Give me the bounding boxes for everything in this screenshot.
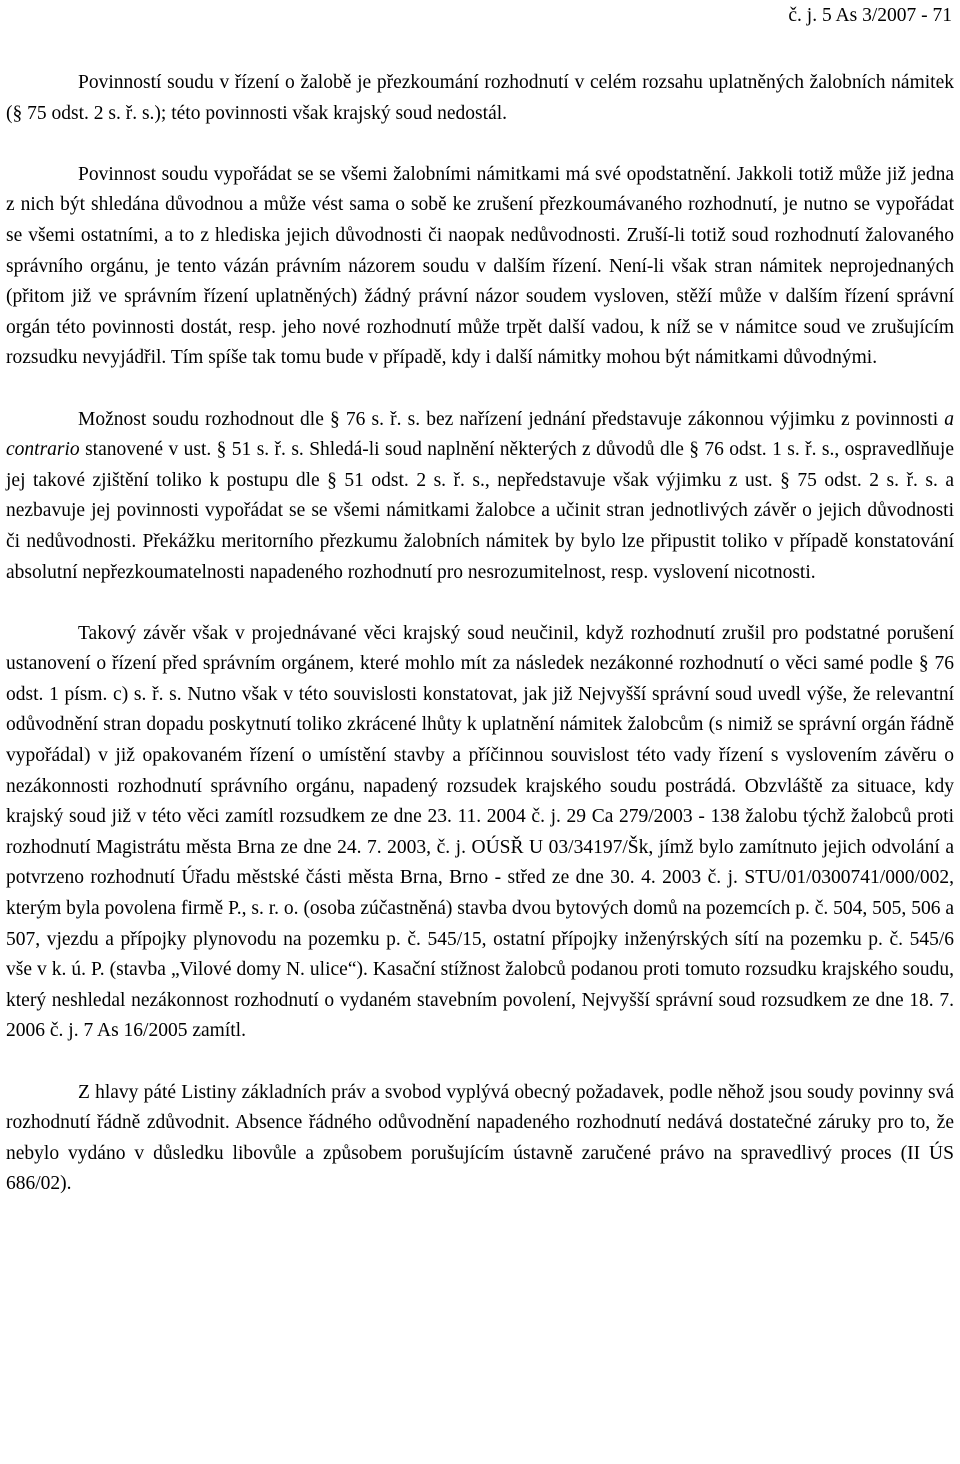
document-body bbox=[6, 68, 954, 1200]
paragraph-charter-requirement: Z hlavy páté Listiny základních práv a svobod vyplývá obecný požadavek, podle něhož jsou soudy povinny svá rozhodnutí řádně zdůvodnit. Absence řádného odůvodnění napadeného rozhodnutí nedává dostatečné záruky pro to, že nebylo vydáno v důsledku libovůle a způsobem porušujícím ústavně zaručené právo na spravedlivý proces (II ÚS 686/02). bbox=[6, 1081, 954, 1195]
case-number-header: č. j. 5 As 3/2007 - 71 bbox=[788, 5, 952, 26]
paragraph-decision-without-hearing bbox=[6, 405, 954, 589]
paragraph-objections-reasoning: Povinnost soudu vypořádat se se všemi žalobními námitkami má své opodstatnění. Jakkoli totiž může již jedna z nich být shledána důvodnou a může vést sama o sobě ke zrušení přezkoumávaného rozhodnutí, je nutno se vypořádat se všemi ostatními, a to z hlediska jejich důvodnosti či naopak nedůvodnosti. Zruší-li totiž soud rozhodnutí žalovaného správního orgánu, je tento vázán právním názorem soudu v dalším řízení. Není-li však stran námitek neprojednaných (přitom již ve správním řízení uplatněných) žádný právní názor soudem vysloven, stěží může v dalším řízení správní orgán této povinnosti dostát, resp. jeho nové rozhodnutí může trpět další vadou, k níž se v námitce soud ve zrušujícím rozsudku nevyjádřil. Tím spíše tak tomu bude v případě, kdy i další námitky mohou být námitkami důvodnými. bbox=[6, 163, 954, 369]
latin-phrase: a contrario bbox=[6, 408, 954, 461]
paragraph-text-part: stanovené v ust. § 51 s. ř. s. Shledá-li soud naplnění některých z důvodů dle § 76 odst. 1 s. ř. s., ospravedlňuje jej takové zjištění toliko k postupu dle § 51 odst. 2 s. ř. s., nepředstavuje však výjimku z ust. § 75 odst. 2 s. ř. s. a nezbavuje jej povinnosti vypořádat se se všemi námitkami žalobce a učinit stran jednotlivých závěr o jejich důvodnosti či nedůvodnosti. Překážku meritorního přezkumu žalobních námitek by bylo lze připustit toliko v případě konstatování absolutní nepřezkoumatelnosti napadeného rozhodnutí pro nesrozumitelnost, resp. vyslovení nicotnosti. bbox=[6, 439, 954, 583]
paragraph-text-part: Možnost soudu rozhodnout dle § 76 s. ř. s. bez nařízení jednání představuje zákonnou výjimku z povinnosti bbox=[78, 408, 945, 430]
paragraph-regional-court-conclusion: Takový závěr však v projednávané věci krajský soud neučinil, když rozhodnutí zrušil pro podstatné porušení ustanovení o řízení před správním orgánem, které mohlo mít za následek nezákonné rozhodnutí o věci samé podle § 76 odst. 1 písm. c) s. ř. s. Nutno však v této souvislosti konstatovat, jak již Nejvyšší správní soud uvedl výše, že relevantní odůvodnění stran dopadu poskytnutí toliko zkrácené lhůty k uplatnění námitek žalobcům (s nimiž se správní orgán řádně vypořádal) v již opakovaném řízení o umístění stavby a příčinnou souvislost této vady řízení s vyslovením závěru o nezákonnosti rozhodnutí správního orgánu, napadený rozsudek krajského soudu postrádá. Obzvláště za situace, kdy krajský soud již v této věci zamítl rozsudkem ze dne 23. 11. 2004 č. j. 29 Ca 279/2003 - 138 žalobu týchž žalobců proti rozhodnutí Magistrátu města Brna ze dne 24. 7. 2003, č. j. OÚSŘ U 03/34197/Šk, jímž bylo zamítnuto jejich odvolání a potvrzeno rozhodnutí Úřadu městské části města Brna, Brno - střed ze dne 30. 4. 2003 č. j. STU/01/0300741/000/002, kterým byla povolena firmě P., s. r. o. (osoba zúčastněná) stavba dvou bytových domů na pozemcích p. č. 504, 505, 506 a 507, vjezdu a přípojky plynovodu na pozemku p. č. 545/15, ostatní přípojky inženýrských sítí na pozemku p. č. 545/6 vše v k. ú. P. (stavba „Vilové domy N. ulice“). Kasační stížnost žalobců podanou proti tomuto rozsudku krajského soudu, který neshledal nezákonnost rozhodnutí o vydaném stavebním povolení, Nejvyšší správní soud rozsudkem ze dne 18. 7. 2006 č. j. 7 As 16/2005 zamítl. bbox=[6, 622, 954, 1042]
paragraph-review-duty: Povinností soudu v řízení o žalobě je přezkoumání rozhodnutí v celém rozsahu uplatněných žalobních námitek (§ 75 odst. 2 s. ř. s.); této povinnosti však krajský soud nedostál. bbox=[6, 72, 954, 124]
